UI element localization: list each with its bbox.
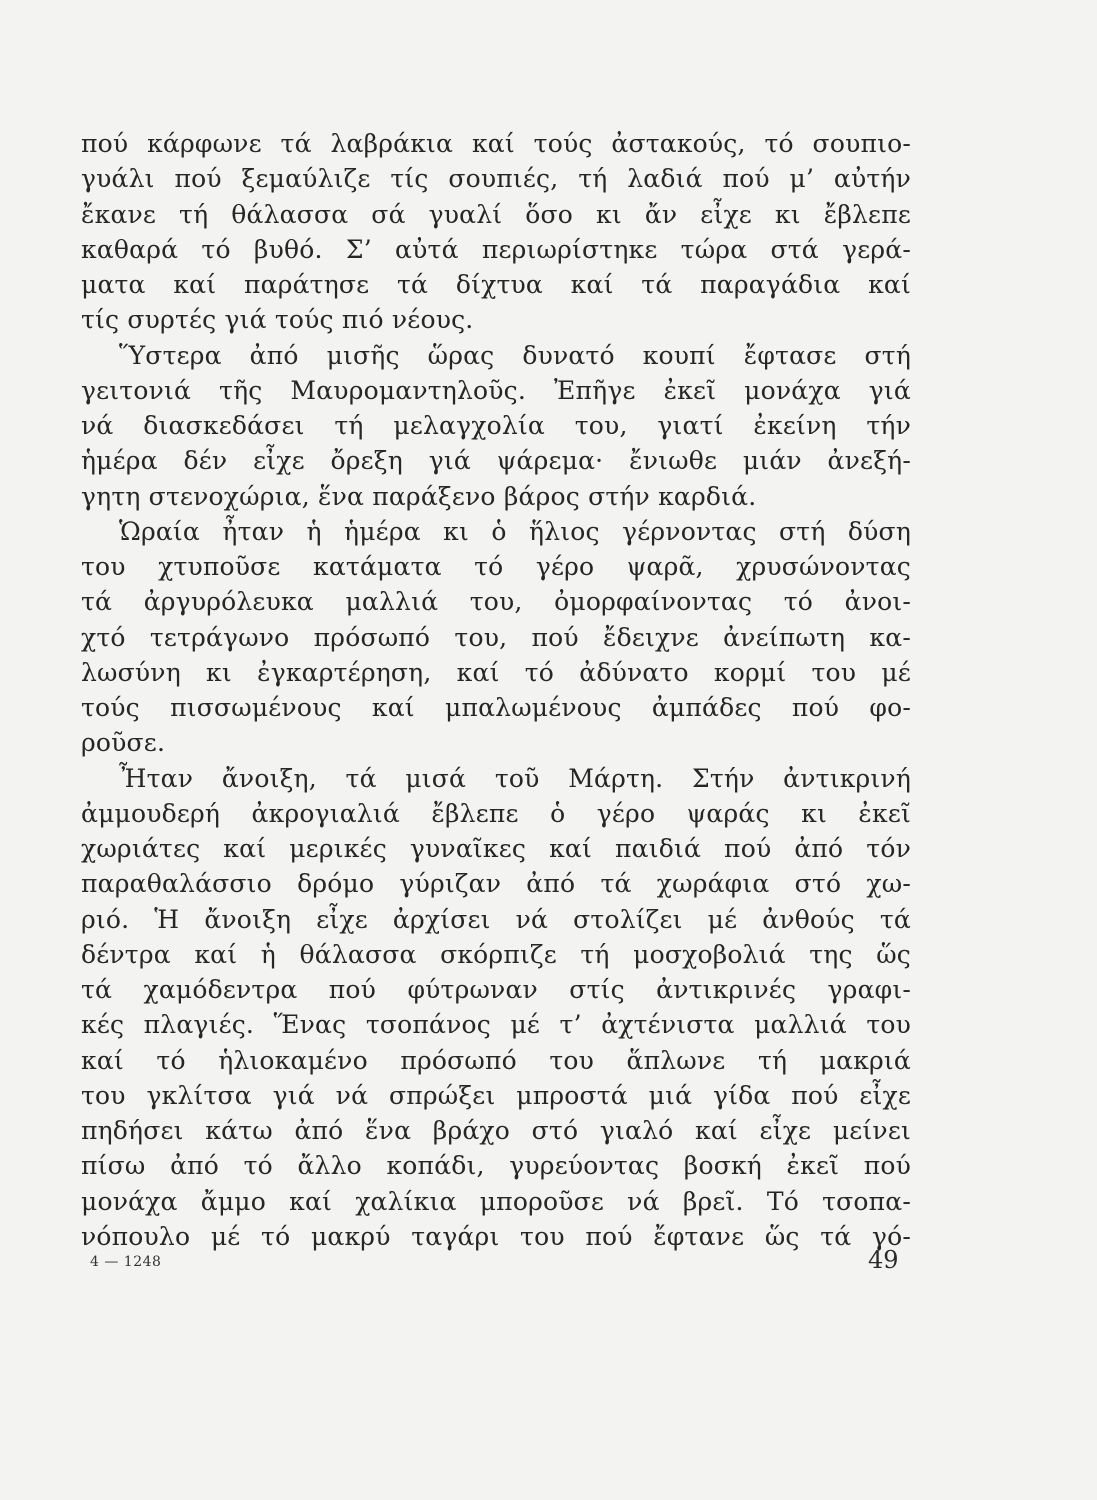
text-line: ἡμέρα δέν εἶχε ὄρεξη γιά ψάρεμα· ἔνιωθε μιάν ἀνεξή- — [81, 446, 911, 476]
text-line: γητη στενοχώρια, ἕνα παράξενο βάρος στήν καρδιά. — [81, 481, 757, 511]
text-line: τά χαμόδεντρα πού φύτρωναν στίς ἀντικρινές γραφι- — [81, 975, 911, 1004]
text-line: τίς συρτές γιά τούς πιό νέους. — [81, 305, 474, 335]
text-line: καθαρά τό βυθό. Σ’ αὐτά περιωρίστηκε τώρα στά γερά- — [81, 234, 911, 264]
text-line: γυάλι πού ξεμαύλιζε τίς σουπιές, τή λαδιά πού μ’ αὐτήν — [81, 164, 911, 194]
text-line: ἔκανε τή θάλασσα σά γυαλί ὅσο κι ἄν εἶχε κι ἔβλεπε — [81, 199, 911, 229]
text-line: γειτονιά τῆς Μαυρομαντηλοῦς. Ἐπῆγε ἐκεῖ μονάχα γιά — [81, 375, 911, 405]
text-line: πού κάρφωνε τά λαβράκια καί τούς ἀστακούς, τό σουπιο- — [81, 129, 911, 158]
text-line: τά ἀργυρόλευκα μαλλιά του, ὀμορφαίνοντας τό ἀνοι- — [81, 587, 911, 617]
text-line: Ἦταν ἄνοιξη, τά μισά τοῦ Μάρτη. Στήν ἀντικρινή — [119, 763, 911, 793]
text-line: Ὕστερα ἀπό μισῆς ὥρας δυνατό κουπί ἔφτασε στή — [119, 340, 911, 370]
text-line: Ὡραία ἦταν ἡ ἡμέρα κι ὁ ἥλιος γέρνοντας στή δύση — [119, 516, 911, 546]
text-line: ριό. Ἡ ἄνοιξη εἶχε ἀρχίσει νά στολίζει μέ ἀνθούς τά — [81, 904, 911, 934]
text-line: νόπουλο μέ τό μακρύ ταγάρι του πού ἔφτανε ὥς τά γό- — [81, 1221, 911, 1251]
text-line: τούς πισσωμένους καί μπαλωμένους ἀμπάδες πού φο- — [81, 693, 911, 722]
text-line: νά διασκεδάσει τή μελαγχολία του, γιατί ἐκείνη τήν — [81, 411, 911, 440]
text-line: πηδήσει κάτω ἀπό ἕνα βράχο στό γιαλό καί εἶχε μείνει — [81, 1116, 911, 1145]
text-line: ροῦσε. — [81, 728, 166, 758]
text-line: του χτυποῦσε κατάματα τό γέρο ψαρᾶ, χρυσώνοντας — [81, 552, 911, 581]
text-line: ἀμμουδερή ἀκρογιαλιά ἔβλεπε ὁ γέρο ψαράς κι ἐκεῖ — [81, 798, 911, 828]
text-line: μονάχα ἄμμο καί χαλίκια μποροῦσε νά βρεῖ. Τό τσοπα- — [81, 1186, 911, 1216]
text-line: του γκλίτσα γιά νά σπρώξει μπροστά μιά γίδα πού εἶχε — [81, 1080, 911, 1110]
text-line: χτό τετράγωνο πρόσωπό του, πού ἔδειχνε ἀνείπωτη κα- — [81, 622, 911, 652]
text-line: δέντρα καί ἡ θάλασσα σκόρπιζε τή μοσχοβολιά της ὥς — [81, 939, 911, 969]
printer-signature-mark: 4 — 1248 — [90, 1254, 162, 1270]
body-text — [81, 126, 911, 1254]
text-line: πίσω ἀπό τό ἄλλο κοπάδι, γυρεύοντας βοσκή ἐκεῖ πού — [81, 1151, 911, 1181]
text-line: καί τό ἡλιοκαμένο πρόσωπό του ἅπλωνε τή μακριά — [81, 1045, 911, 1075]
text-line: χωριάτες καί μερικές γυναῖκες καί παιδιά πού ἀπό τόν — [81, 834, 911, 863]
text-line: λωσύνη κι ἐγκαρτέρηση, καί τό ἀδύνατο κορμί του μέ — [81, 657, 911, 687]
text-line: παραθαλάσσιο δρόμο γύριζαν ἀπό τά χωράφια στό χω- — [81, 869, 911, 899]
text-line: κές πλαγιές. Ἕνας τσοπάνος μέ τ’ ἀχτένιστα μαλλιά του — [81, 1010, 911, 1040]
text-line: ματα καί παράτησε τά δίχτυα καί τά παραγάδια καί — [81, 270, 911, 299]
page-number: 49 — [868, 1246, 899, 1274]
